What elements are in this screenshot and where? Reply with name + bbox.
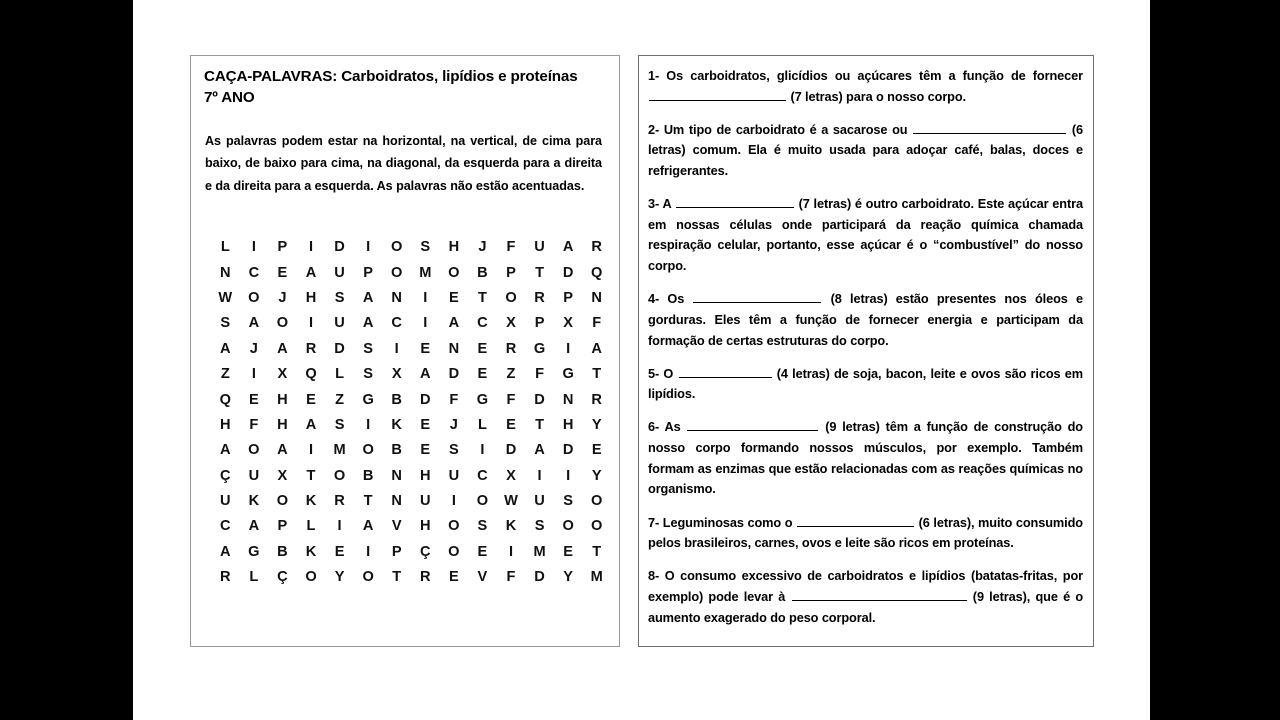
- grid-cell[interactable]: A: [448, 315, 460, 332]
- question-number: 5-: [648, 365, 660, 381]
- grid-cell[interactable]: I: [366, 543, 371, 560]
- question-text-before-blank: Leguminosas como o: [662, 514, 793, 530]
- grid-cell[interactable]: X: [563, 315, 573, 332]
- question-text-before-blank: Os: [667, 291, 685, 307]
- grid-cell[interactable]: E: [334, 543, 345, 560]
- grid-cell[interactable]: U: [420, 493, 431, 510]
- grid-cell[interactable]: O: [362, 442, 374, 459]
- page-title: [204, 67, 606, 109]
- grid-cell[interactable]: L: [306, 518, 316, 535]
- grid-cell[interactable]: O: [562, 518, 574, 535]
- grid-cell[interactable]: D: [534, 569, 545, 586]
- question-item: [648, 66, 1083, 107]
- grid-cell[interactable]: A: [277, 340, 288, 357]
- grid-cell[interactable]: Y: [591, 416, 602, 433]
- page-canvas: [133, 0, 1150, 720]
- grid-cell[interactable]: U: [248, 467, 260, 484]
- grid-cell[interactable]: T: [535, 264, 545, 281]
- grid-cell[interactable]: V: [391, 518, 402, 535]
- grid-cell[interactable]: N: [591, 289, 602, 306]
- grid-cell[interactable]: O: [276, 493, 289, 510]
- answer-blank[interactable]: [649, 89, 786, 101]
- word-search-grid[interactable]: [211, 235, 611, 590]
- grid-cell[interactable]: E: [563, 543, 573, 560]
- grid-cell[interactable]: L: [335, 366, 345, 383]
- worksheet: [190, 55, 1095, 647]
- grid-cell[interactable]: I: [366, 416, 371, 433]
- grid-cell[interactable]: Y: [334, 569, 345, 586]
- grid-cell[interactable]: E: [448, 289, 459, 306]
- grid-cell[interactable]: B: [277, 543, 288, 560]
- grid-cell[interactable]: G: [533, 340, 546, 357]
- grid-cell[interactable]: S: [534, 518, 545, 535]
- question-item: [648, 417, 1083, 500]
- grid-cell[interactable]: I: [508, 543, 514, 560]
- grid-cell[interactable]: B: [391, 391, 402, 408]
- grid-cell[interactable]: P: [563, 289, 573, 306]
- grid-cell[interactable]: Ç: [420, 543, 431, 560]
- grid-cell[interactable]: A: [591, 340, 602, 357]
- question-number: 3-: [648, 196, 660, 212]
- question-item: [648, 513, 1083, 554]
- grid-cell[interactable]: W: [218, 289, 233, 306]
- question-text-after-blank: (6 letras), muito consumido pelos brasileiros, carnes, ovos e leite são ricos em proteínas.: [648, 514, 1083, 551]
- grid-cell[interactable]: P: [363, 264, 373, 281]
- grid-cell[interactable]: K: [505, 518, 517, 535]
- grid-cell[interactable]: S: [220, 315, 231, 332]
- title-line-2: 7º ANO: [204, 88, 255, 106]
- grid-cell[interactable]: H: [420, 518, 431, 535]
- grid-cell[interactable]: A: [248, 315, 260, 332]
- answer-blank[interactable]: [797, 515, 914, 527]
- grid-cell[interactable]: Z: [506, 366, 516, 383]
- grid-cell[interactable]: A: [220, 340, 231, 357]
- grid-cell[interactable]: A: [220, 543, 231, 560]
- grid-cell[interactable]: O: [476, 493, 489, 510]
- grid-cell[interactable]: L: [249, 569, 259, 586]
- grid-cell[interactable]: E: [506, 416, 516, 433]
- grid-cell[interactable]: A: [220, 442, 231, 459]
- grid-cell[interactable]: U: [334, 264, 345, 281]
- grid-cell[interactable]: J: [478, 239, 487, 256]
- grid-cell[interactable]: V: [477, 569, 488, 586]
- grid-cell[interactable]: I: [308, 442, 314, 459]
- grid-cell[interactable]: X: [506, 467, 516, 484]
- grid-cell[interactable]: E: [420, 340, 431, 357]
- grid-cell[interactable]: F: [506, 239, 516, 256]
- question-text-before-blank: Um tipo de carboidrato é a sacarose ou: [663, 121, 908, 137]
- grid-cell[interactable]: T: [592, 543, 602, 560]
- answer-blank[interactable]: [913, 122, 1066, 134]
- grid-cell[interactable]: E: [277, 264, 288, 281]
- grid-cell[interactable]: R: [220, 569, 231, 586]
- grid-cell[interactable]: A: [362, 315, 374, 332]
- grid-cell[interactable]: K: [391, 416, 402, 433]
- grid-cell[interactable]: O: [391, 239, 403, 256]
- grid-cell[interactable]: T: [477, 289, 487, 306]
- grid-cell[interactable]: N: [220, 264, 231, 281]
- question-text-before-blank: O consumo excessivo de carboidratos e lipídios (batatas-fritas, por exemplo) pode levar à: [648, 568, 1083, 604]
- grid-cell[interactable]: A: [277, 442, 288, 459]
- grid-cell[interactable]: F: [592, 315, 602, 332]
- grid-cell[interactable]: S: [334, 416, 345, 433]
- grid-cell[interactable]: N: [562, 391, 574, 408]
- grid-cell[interactable]: T: [535, 416, 545, 433]
- grid-cell[interactable]: H: [277, 391, 288, 408]
- grid-cell[interactable]: E: [306, 391, 316, 408]
- question-item: [648, 194, 1083, 277]
- answer-blank[interactable]: [676, 196, 794, 208]
- grid-cell[interactable]: G: [562, 366, 574, 383]
- grid-cell[interactable]: N: [391, 289, 402, 306]
- grid-cell[interactable]: X: [277, 366, 288, 383]
- grid-cell[interactable]: Y: [563, 569, 573, 586]
- grid-cell[interactable]: A: [534, 442, 545, 459]
- questions-panel: [638, 55, 1094, 647]
- grid-cell[interactable]: E: [477, 340, 488, 357]
- grid-cell[interactable]: C: [248, 264, 260, 281]
- grid-cell[interactable]: B: [477, 264, 488, 281]
- grid-cell[interactable]: E: [420, 442, 431, 459]
- grid-cell[interactable]: Z: [335, 391, 345, 408]
- grid-cell[interactable]: F: [449, 391, 459, 408]
- grid-cell[interactable]: R: [334, 493, 345, 510]
- grid-cell[interactable]: X: [277, 467, 288, 484]
- grid-cell[interactable]: S: [334, 289, 345, 306]
- grid-cell[interactable]: I: [566, 467, 571, 484]
- grid-cell[interactable]: S: [363, 340, 373, 357]
- instructions-text: As palavras podem estar na horizontal, na vertical, de cima para baixo, de baixo para cima, na diagonal, da esquerda para a direita e da direita para a esquerda. As palavras não estão acentuadas.: [205, 133, 602, 193]
- grid-cell[interactable]: I: [451, 493, 456, 510]
- grid-cell[interactable]: P: [534, 315, 545, 332]
- grid-cell[interactable]: I: [566, 340, 571, 357]
- grid-cell[interactable]: A: [305, 264, 317, 281]
- grid-cell[interactable]: H: [220, 416, 231, 433]
- grid-cell[interactable]: I: [423, 315, 428, 332]
- grid-cell[interactable]: P: [391, 543, 402, 560]
- grid-cell[interactable]: G: [362, 391, 374, 408]
- question-number: 1-: [648, 68, 660, 83]
- grid-cell[interactable]: E: [477, 366, 488, 383]
- grid-cell[interactable]: F: [506, 391, 516, 408]
- grid-cell[interactable]: R: [420, 569, 431, 586]
- grid-cell[interactable]: F: [535, 366, 545, 383]
- question-text-after-blank: (4 letras) de soja, bacon, leite e ovos são ricos em lipídios.: [648, 365, 1083, 402]
- grid-cell[interactable]: M: [590, 569, 603, 586]
- question-text-before-blank: As: [664, 419, 681, 435]
- grid-cell[interactable]: H: [420, 467, 431, 484]
- grid-cell[interactable]: I: [366, 239, 371, 256]
- grid-cell[interactable]: A: [248, 518, 260, 535]
- grid-cell[interactable]: R: [591, 239, 602, 256]
- grid-cell[interactable]: O: [276, 315, 289, 332]
- grid-cell[interactable]: X: [391, 366, 402, 383]
- grid-cell[interactable]: O: [305, 569, 317, 586]
- answer-blank[interactable]: [693, 292, 821, 304]
- grid-cell[interactable]: Ç: [220, 467, 231, 484]
- grid-cell[interactable]: O: [505, 289, 517, 306]
- grid-cell[interactable]: O: [391, 264, 403, 281]
- grid-cell[interactable]: S: [448, 442, 459, 459]
- grid-cell[interactable]: S: [477, 518, 488, 535]
- grid-cell[interactable]: D: [562, 264, 574, 281]
- answer-blank[interactable]: [679, 366, 772, 378]
- grid-cell[interactable]: D: [334, 239, 345, 256]
- grid-cell[interactable]: M: [333, 442, 346, 459]
- grid-cell[interactable]: J: [249, 340, 258, 357]
- title-line-1: CAÇA-PALAVRAS: Carboidratos, lipídios e proteínas: [204, 68, 578, 85]
- grid-cell[interactable]: R: [591, 391, 602, 408]
- grid-cell[interactable]: S: [563, 493, 573, 510]
- answer-blank[interactable]: [687, 420, 818, 432]
- grid-cell[interactable]: O: [591, 518, 603, 535]
- question-text-after-blank: (6 letras) comum. Ela é muito usada para adoçar café, balas, doces e refrigerantes.: [648, 121, 1083, 179]
- grid-cell[interactable]: E: [248, 391, 259, 408]
- grid-cell[interactable]: Q: [219, 391, 231, 408]
- question-number: 4-: [648, 291, 660, 307]
- grid-cell[interactable]: T: [592, 366, 602, 383]
- question-text-after-blank: (8 letras) estão presentes nos óleos e gorduras. Eles têm a função de fornecer energia e participam da formação de certas estruturas do corpo.: [648, 291, 1083, 348]
- grid-cell[interactable]: I: [251, 366, 256, 383]
- grid-cell[interactable]: G: [476, 391, 489, 408]
- grid-cell[interactable]: D: [420, 391, 431, 408]
- grid-cell[interactable]: R: [505, 340, 517, 357]
- grid-cell[interactable]: D: [562, 442, 574, 459]
- grid-cell[interactable]: P: [506, 264, 516, 281]
- grid-cell[interactable]: D: [448, 366, 460, 383]
- question-text-before-blank: A: [662, 196, 672, 212]
- question-number: 2-: [648, 121, 660, 137]
- question-text-after-blank: (7 letras) para o nosso corpo.: [790, 88, 966, 104]
- grid-cell[interactable]: I: [308, 239, 314, 256]
- grid-cell[interactable]: I: [337, 518, 342, 535]
- grid-cell[interactable]: O: [591, 493, 603, 510]
- question-item: [648, 289, 1083, 351]
- grid-cell[interactable]: B: [362, 467, 374, 484]
- grid-cell[interactable]: Y: [591, 467, 602, 484]
- question-item: [648, 120, 1083, 182]
- grid-cell[interactable]: H: [562, 416, 574, 433]
- grid-cell[interactable]: R: [534, 289, 545, 306]
- grid-cell[interactable]: F: [249, 416, 259, 433]
- grid-cell[interactable]: T: [363, 493, 373, 510]
- grid-cell[interactable]: N: [391, 467, 402, 484]
- grid-cell[interactable]: R: [305, 340, 317, 357]
- question-item: [648, 566, 1083, 628]
- grid-cell[interactable]: W: [504, 493, 518, 510]
- answer-blank[interactable]: [792, 589, 967, 601]
- grid-cell[interactable]: O: [448, 543, 460, 560]
- grid-cell[interactable]: C: [220, 518, 231, 535]
- grid-cell[interactable]: F: [506, 569, 516, 586]
- grid-cell[interactable]: T: [306, 467, 316, 484]
- grid-cell[interactable]: O: [448, 264, 460, 281]
- grid-cell[interactable]: H: [305, 289, 317, 306]
- grid-cell[interactable]: B: [391, 442, 402, 459]
- grid-cell[interactable]: J: [449, 416, 458, 433]
- question-text-before-blank: O: [663, 365, 674, 381]
- grid-cell[interactable]: O: [362, 569, 374, 586]
- question-text-after-blank: (7 letras) é outro carboidrato. Este açúcar entra em nossas células onde participará da reação química chamada respiração celular, portanto, esse açúcar é o “combustível” do nosso corpo.: [648, 196, 1083, 274]
- question-item: [648, 364, 1083, 405]
- grid-cell[interactable]: K: [248, 493, 260, 510]
- grid-cell[interactable]: O: [248, 442, 260, 459]
- question-text-before-blank: Os carboidratos, glicídios ou açúcares têm a função de fornecer: [666, 68, 1084, 83]
- grid-cell[interactable]: Ç: [277, 569, 288, 586]
- grid-cell[interactable]: O: [448, 518, 460, 535]
- grid-cell[interactable]: P: [277, 239, 288, 256]
- grid-cell[interactable]: L: [220, 239, 230, 256]
- grid-cell[interactable]: C: [391, 315, 402, 332]
- question-number: 7-: [648, 514, 660, 530]
- grid-cell[interactable]: C: [477, 467, 488, 484]
- grid-cell[interactable]: S: [363, 366, 373, 383]
- grid-cell[interactable]: H: [448, 239, 460, 256]
- question-text-after-blank: (9 letras) têm a função de construção do nosso corpo formando nossos músculos, por exemplo. Também formam as enzimas que estão relacionadas com as reações químicas no organismo.: [648, 419, 1083, 497]
- grid-cell[interactable]: A: [420, 366, 431, 383]
- grid-cell[interactable]: I: [308, 315, 314, 332]
- grid-cell[interactable]: A: [305, 416, 317, 433]
- grid-cell[interactable]: E: [448, 569, 459, 586]
- grid-cell[interactable]: N: [391, 493, 402, 510]
- grid-cell[interactable]: X: [506, 315, 516, 332]
- grid-cell[interactable]: U: [334, 315, 345, 332]
- grid-cell[interactable]: E: [477, 543, 488, 560]
- grid-cell[interactable]: I: [423, 289, 428, 306]
- grid-cell[interactable]: K: [305, 543, 317, 560]
- puzzle-panel: [190, 55, 620, 647]
- grid-cell[interactable]: U: [534, 493, 545, 510]
- question-number: 6-: [648, 419, 660, 435]
- grid-cell[interactable]: O: [248, 289, 260, 306]
- grid-cell[interactable]: D: [534, 391, 545, 408]
- grid-cell[interactable]: I: [480, 442, 485, 459]
- grid-cell[interactable]: P: [277, 518, 288, 535]
- grid-cell[interactable]: U: [448, 467, 460, 484]
- grid-cell[interactable]: D: [334, 340, 345, 357]
- grid-cell[interactable]: D: [505, 442, 517, 459]
- grid-cell[interactable]: L: [477, 416, 487, 433]
- grid-cell[interactable]: M: [533, 543, 546, 560]
- grid-cell[interactable]: T: [392, 569, 402, 586]
- grid-cell[interactable]: E: [591, 442, 602, 459]
- grid-cell[interactable]: Q: [305, 366, 317, 383]
- grid-cell[interactable]: Z: [220, 366, 230, 383]
- grid-cell[interactable]: I: [394, 340, 399, 357]
- grid-cell[interactable]: M: [419, 264, 432, 281]
- grid-cell[interactable]: K: [305, 493, 317, 510]
- grid-cell[interactable]: U: [220, 493, 231, 510]
- question-number: 8-: [648, 568, 660, 584]
- grid-cell[interactable]: A: [362, 518, 374, 535]
- grid-cell[interactable]: E: [420, 416, 431, 433]
- grid-cell[interactable]: I: [537, 467, 542, 484]
- question-text-after-blank: (9 letras), que é o aumento exagerado do peso corporal.: [648, 588, 1084, 625]
- grid-cell[interactable]: C: [477, 315, 488, 332]
- grid-cell[interactable]: Q: [591, 264, 603, 281]
- grid-cell[interactable]: G: [248, 543, 260, 560]
- grid-cell[interactable]: J: [278, 289, 287, 306]
- grid-cell[interactable]: A: [562, 239, 574, 256]
- grid-cell[interactable]: S: [420, 239, 431, 256]
- grid-cell[interactable]: H: [277, 416, 288, 433]
- grid-cell[interactable]: U: [534, 239, 545, 256]
- questions-list: [648, 66, 1083, 628]
- grid-cell[interactable]: N: [448, 340, 460, 357]
- grid-cell[interactable]: A: [362, 289, 374, 306]
- grid-cell[interactable]: O: [333, 467, 346, 484]
- grid-cell[interactable]: I: [251, 239, 256, 256]
